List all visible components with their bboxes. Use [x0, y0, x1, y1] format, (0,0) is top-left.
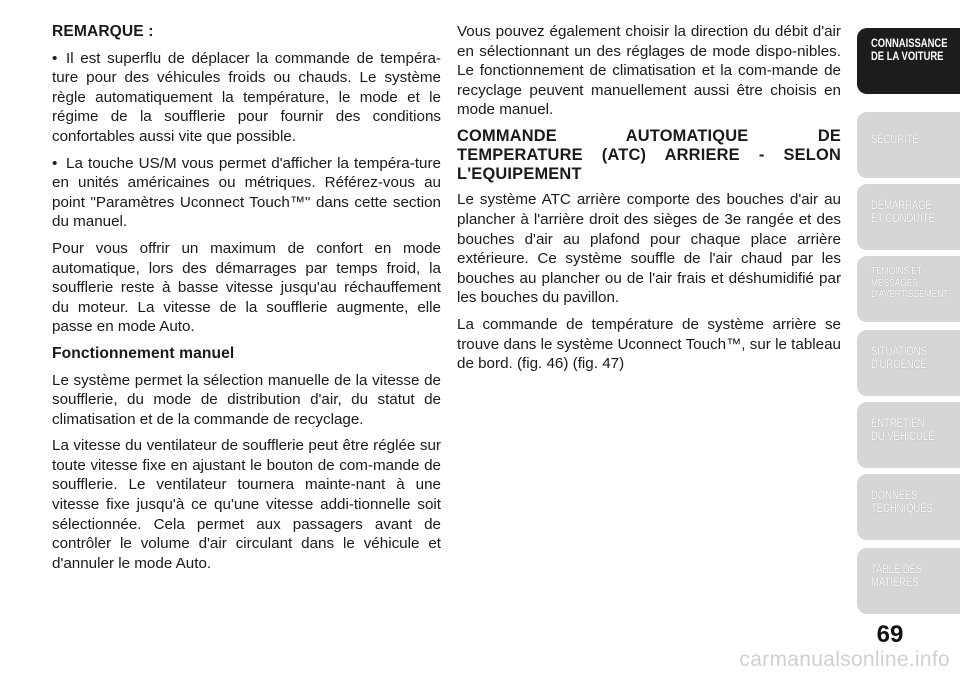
right-column	[457, 22, 841, 381]
tab-label-line: ET CONDUITE	[871, 213, 935, 225]
page-number: 69	[876, 621, 904, 648]
chapter-tab-connaissance[interactable]	[857, 28, 960, 94]
tab-label-line: CONNAISSANCE	[871, 38, 948, 50]
tab-label-line: D'URGENCE	[871, 359, 927, 371]
tab-label-line: TECHNIQUES	[871, 503, 933, 515]
chapter-tab-table-des-matieres[interactable]	[857, 548, 960, 614]
tab-label-line: DE LA VOITURE	[871, 51, 944, 63]
bullet-text: La touche US/M vous permet d'afficher la tempéra-ture en unités américaines ou métriques. Référez-vous au point "Paramètres Uconnect Touch™" dans cette section du manuel.	[52, 154, 441, 231]
chapter-tab-donnees[interactable]	[857, 474, 960, 540]
tab-label-line: D'AVERTISSEMENT	[871, 289, 949, 301]
paragraph-auto-comfort: Pour vous offrir un maximum de confort en mode automatique, lors des démarrages par temps froid, la soufflerie reste à basse vitesse jusqu'au réchauffement du moteur. La vitesse de la soufflerie augmente, elle passe en mode Auto.	[52, 239, 441, 336]
bullet-text: Il est superflu de déplacer la commande de tempéra-ture pour des véhicules froids ou chauds. Le système règle automatiquement la température, le mode et le régime de la soufflerie pour fournir des conditions confortables aussi vite que possible.	[52, 49, 441, 145]
chapter-tab-demarrage[interactable]	[857, 184, 960, 250]
bullet-item-us-m-key	[52, 154, 441, 232]
paragraph-rear-control-location: La commande de température de système arrière se trouve dans le système Uconnect Touch™, sur le tableau de bord. (fig. 46) (fig. 47)	[457, 315, 841, 373]
chapter-tab-temoins[interactable]	[857, 256, 960, 322]
bullet-item-unit-temperature-control	[52, 49, 441, 147]
paragraph-blower-speed: La vitesse du ventilateur de soufflerie peut être réglée sur toute vitesse fixe en ajustant le bouton de com-mande de soufflerie. Le ventilateur tournera mainte-nant à une vitesse fixe jusqu'à ce qu'une vitesse addi-tionnelle soit sélectionnée. Cela permet aux passagers avant de contrôler le volume d'air circulant dans le véhicule et d'annuler le mode Auto.	[52, 437, 441, 572]
tab-label-line: MESSAGES	[871, 277, 918, 289]
bullet-icon: •	[52, 154, 58, 172]
tab-label-line: DONNÉES	[871, 490, 918, 502]
tab-label-line: SÉCURITÉ	[871, 134, 919, 146]
paragraph-manual-selection: Le système permet la sélection manuelle de la vitesse de soufflerie, du mode de distribution d'air, du statut de climatisation et de la commande de recyclage.	[52, 371, 441, 428]
tab-label-line: ENTRETIEN	[871, 418, 925, 430]
chapter-tab-situations[interactable]	[857, 330, 960, 396]
watermark: carmanualsonline.info	[739, 648, 950, 671]
remarque-heading: REMARQUE :	[52, 23, 154, 40]
tab-label-line: DÉMARRAGE	[871, 200, 932, 212]
chapter-tabs-sidebar	[857, 0, 960, 678]
bullet-icon: •	[52, 49, 58, 67]
paragraph-rear-atc: Le système ATC arrière comporte des bouches d'air au plancher à l'arrière droit des sièges de 3e rangée et des bouches d'air au plafond pour chaque place arrière extérieure. Ce système souffle de l'air chaud par les bouches au plancher ou de l'air frais et déshumidifié par les bouches du pavillon.	[457, 191, 841, 307]
paragraph-airflow-direction: Vous pouvez également choisir la direction du débit d'air en sélectionnant un des réglages de mode dispo-nibles. Le fonctionnement de climatisation et la com-mande de recyclage peuvent manuellement aussi être choisis en mode manuel.	[457, 23, 841, 119]
left-column	[52, 22, 441, 580]
tab-label-line: DU VEHICULE	[871, 431, 935, 443]
chapter-tab-entretien[interactable]	[857, 402, 960, 468]
manual-operation-heading: Fonctionnement manuel	[52, 344, 235, 362]
tab-label-line: MATIÈRES	[871, 577, 919, 589]
tab-label-line: TABLE DES	[871, 564, 923, 576]
tab-label-line: SITUATIONS	[871, 346, 927, 358]
tab-label-line: TEMOINS ET	[871, 266, 923, 277]
rear-atc-heading: COMMANDE AUTOMATIQUE DE TEMPERATURE (ATC) ARRIERE - SELON L'EQUIPEMENT	[457, 126, 841, 183]
chapter-tab-securite[interactable]	[857, 112, 960, 178]
